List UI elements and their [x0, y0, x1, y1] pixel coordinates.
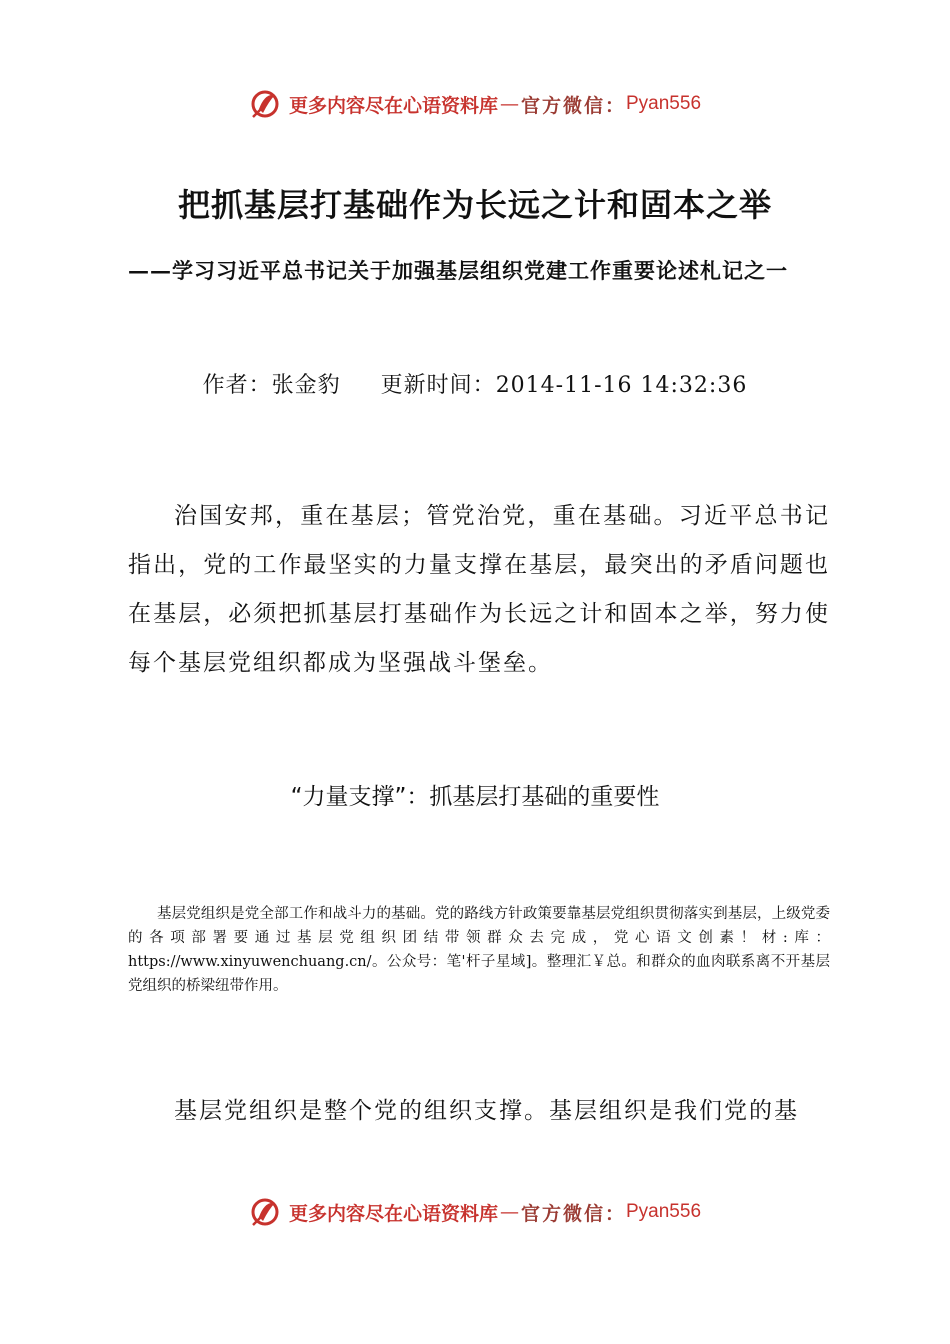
author-label: 作者：: [202, 373, 272, 398]
author-name: 张金豹: [271, 373, 341, 398]
watermark-wechat-id: Pyan556: [626, 93, 702, 114]
watermark-wechat-label: 官方微信：: [520, 1202, 626, 1225]
watermark-wechat-id: Pyan556: [626, 1201, 702, 1222]
logo-icon: [249, 87, 283, 121]
article-meta: [0, 368, 950, 399]
watermark-banner-top: [0, 84, 950, 124]
updated-time: 2014-11-16 14:32:36: [495, 373, 748, 398]
section-heading: “力量支撑”：抓基层打基础的重要性: [290, 784, 660, 810]
watermark-dash: —: [499, 1201, 519, 1223]
paragraph-foundation: 基层党组织是党全部工作和战斗力的基础。党的路线方针政策要靠基层党组织贯彻落实到基层，上级党委的各项部署要通过基层党组织团结带领群众去完成，党心语文创素！材:库：https://www.xinyuwenchuang.cn/。公众号：笔'杆子星域]。整理汇￥总。和群众的血肉联系离不开基层党组织的桥梁纽带作用。: [128, 906, 830, 994]
article-subtitle: ——学习习近平总书记关于加强基层组织党建工作重要论述札记之一: [128, 258, 788, 283]
paragraph-intro: 治国安邦，重在基层；管党治党，重在基础。习近平总书记指出，党的工作最坚实的力量支撑在基层，最突出的矛盾问题也在基层，必须把抓基层打基础作为长远之计和固本之举，努力使每个基层党组织都成为坚强战斗堡垒。: [128, 503, 830, 676]
updated-label: 更新时间：: [380, 373, 496, 398]
article-title: 把抓基层打基础作为长远之计和固本之举: [177, 186, 772, 224]
watermark-dash: —: [499, 93, 519, 115]
watermark-site-text: 更多内容尽在心语资料库: [288, 94, 498, 117]
logo-icon: [249, 1195, 283, 1229]
watermark-site-text: 更多内容尽在心语资料库: [288, 1202, 498, 1225]
paragraph-organization-support: 基层党组织是整个党的组织支撑。基层组织是我们党的基: [174, 1098, 799, 1124]
watermark-banner-bottom: [0, 1192, 950, 1232]
watermark-wechat-label: 官方微信：: [520, 94, 626, 117]
